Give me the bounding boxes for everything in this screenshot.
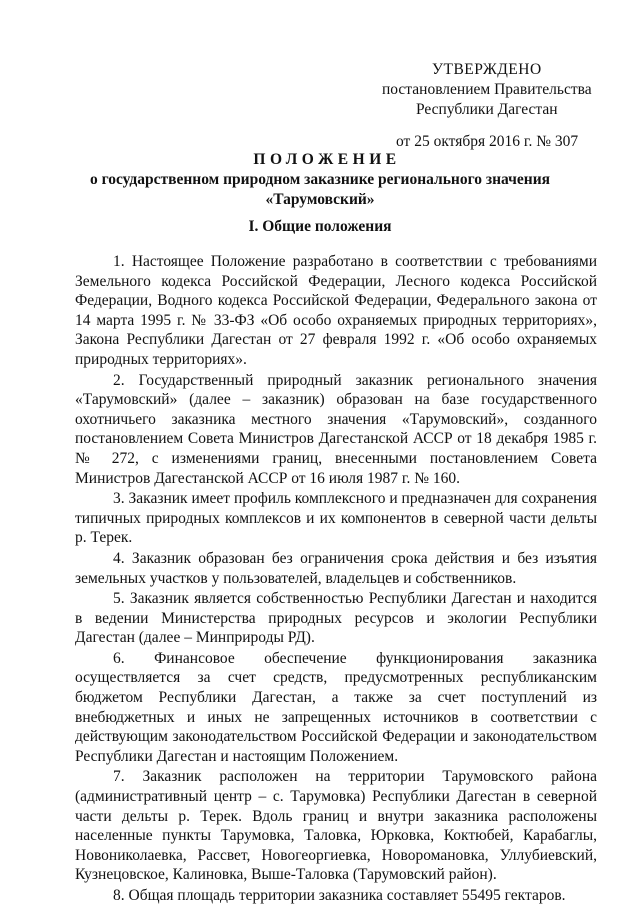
paragraph-6: 6. Финансовое обеспечение функционирования заказника осуществляется за счет средств, предусмотренных республиканским бюджетом Республики Дагестан, а также за счет поступлений из внебюджетных и иных не запрещенных источников в соответствии с действующим законодательством Российской Федерации и законодательством Республики Дагестан и настоящим Положением. [75, 649, 597, 765]
document-body [75, 252, 597, 907]
document-subtitle-line1: о государственном природном заказнике регионального значения [89, 171, 551, 188]
paragraph-2: 2. Государственный природный заказник регионального значения «Тарумовский» (далее – заказник) образован на базе государственного охотничьего заказника местного значения «Тарумовский», созданного постановлением Совета Министров Дагестанской АССР от 18 декабря 1985 г. № 272, с изменениями границ, внесенными постановлением Совета Министров Дагестанской АССР от 16 июля 1987 г. № 160. [75, 371, 597, 487]
paragraph-7: 7. Заказник расположен на территории Тарумовского района (административный центр – с. Тарумовка) Республики Дагестан в северной части дельты р. Терек. Вдоль границ и внутри заказника расположены населенные пункты Тарумовка, Таловка, Юрковка, Коктюбей, Карабаглы, Новониколаевка, Рассвет, Новогеоргиевка, Новоромановка, Уллубиевский, Кузнецовское, Калиновка, Выше-Таловка (Тарумовский район). [75, 768, 597, 884]
document-subtitle-line2: «Тарумовский» [265, 191, 375, 208]
approval-republic-line: Республики Дагестан [416, 101, 558, 118]
document-title: ПОЛОЖЕНИЕ [253, 151, 401, 168]
paragraph-4: 4. Заказник образован без ограничения срока действия и без изъятия земельных участков у пользователей, владельцев и собственников. [75, 549, 597, 587]
approval-title: УТВЕРЖДЕНО [432, 61, 542, 78]
approval-stamp-block [360, 60, 600, 152]
paragraph-1: 1. Настоящее Положение разработано в соответствии с требованиями Земельного кодекса Российской Федерации, Лесного кодекса Российской Федерации, Водного кодекса Российской Федерации, Федерального закона от 14 марта 1995 г. № 33-ФЗ «Об особо охраняемых природных территориях», Закона Республики Дагестан от 27 февраля 1992 г. «Об особо охраняемых природных территориях». [75, 253, 597, 368]
document-title-block [0, 150, 640, 210]
paragraph-3: 3. Заказник имеет профиль комплексного и предназначен для сохранения типичных природных комплексов и их компонентов в северной части дельты р. Терек. [75, 490, 597, 547]
approval-issuer-line: постановлением Правительства [382, 81, 592, 98]
approval-date-line: от 25 октября 2016 г. № 307 [396, 133, 579, 150]
paragraph-5: 5. Заказник является собственностью Республики Дагестан и находится в ведении Министерства природных ресурсов и экологии Республики Дагестан (далее – Минприроды РД). [75, 590, 597, 647]
section-heading: I. Общие положения [248, 218, 392, 235]
paragraph-8: 8. Общая площадь территории заказника составляет 55495 гектаров. [113, 887, 566, 904]
